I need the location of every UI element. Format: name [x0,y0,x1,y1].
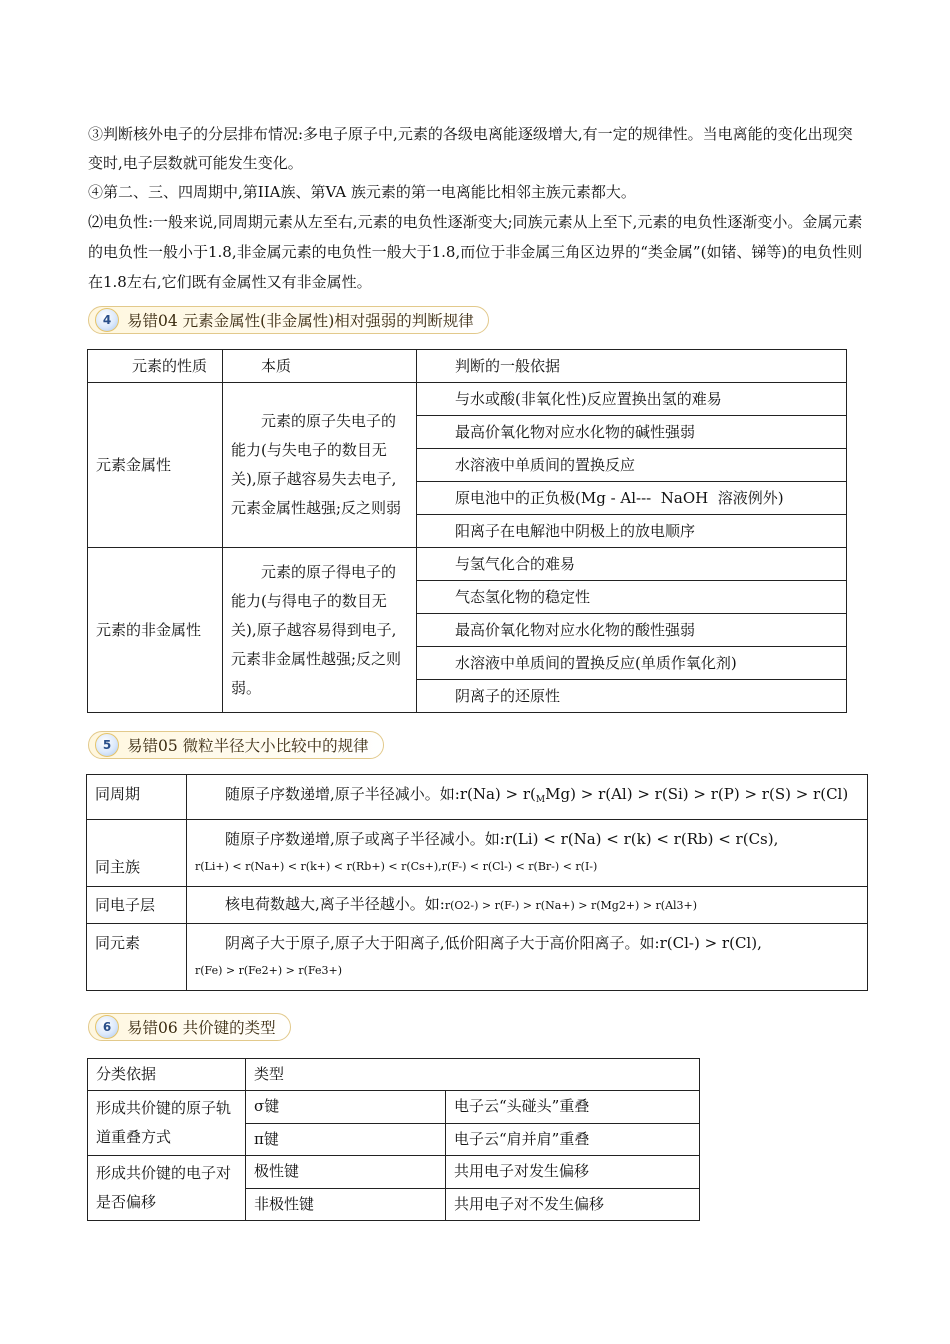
metallicity-table [87,349,847,713]
basis-cell: 形成共价键的原子轨道重叠方式 [88,1091,246,1156]
rule-label: 同周期 [87,775,187,820]
criteria-cell: 与水或酸(非氧化性)反应置换出氢的难易 [417,383,847,416]
covalent-bond-table [87,1058,700,1221]
table-row [87,887,868,924]
intro-text [88,120,863,297]
rule-label: 同电子层 [87,887,187,924]
property-cell-metal: 元素金属性 [88,383,223,548]
rule-sequence: r(Li+) < r(Na+) < r(k+) < r(Rb+) < r(Cs+),r(F-) < r(Cl-) < r(Br-) < r(I-) [195,860,598,873]
star-number-badge-icon: 4 [95,308,119,332]
rule-text [187,924,868,991]
table-row [88,1091,700,1124]
rule-description: 随原子序数递增,原子或离子半径减小。如: [225,830,505,848]
criteria-cell: 水溶液中单质间的置换反应 [417,449,847,482]
criteria-cell: 最高价氧化物对应水化物的酸性强弱 [417,614,847,647]
bond-desc-cell: 共用电子对不发生偏移 [446,1188,700,1221]
rule-sequence: r(Fe) > r(Fe2+) > r(Fe3+) [195,964,342,977]
rule-sequence: M [535,795,546,805]
essence-cell-nonmetal: 元素的原子得电子的能力(与得电子的数目无关),原子越容易得到电子,元素非金属性越强;反之则弱。 [223,548,417,713]
rule-sequence: Mg) [545,785,576,803]
rule-text [187,775,868,820]
header-cell: 判断的一般依据 [417,350,847,383]
header-cell: 本质 [223,350,417,383]
star-number-badge-icon: 5 [95,733,119,757]
essence-cell-metal: 元素的原子失电子的能力(与失电子的数目无关),原子越容易失去电子,元素金属性越强;反之则弱 [223,383,417,548]
intro-paragraph-groups: ④第二、三、四周期中,第IIA族、第VA 族元素的第一电离能比相邻主族元素都大。 [88,183,636,201]
rule-description: 随原子序数递增,原子半径减小。如: [225,785,460,803]
section-heading-06 [88,1013,291,1041]
rule-sequence: > r( [500,785,536,803]
rule-description: 核电荷数越大,离子半径越小。如: [225,895,445,913]
section-heading-04 [88,306,489,334]
bond-type-cell: π键 [246,1123,446,1156]
criteria-cell: 阳离子在电解池中阴极上的放电顺序 [417,515,847,548]
criteria-cell: 水溶液中单质间的置换反应(单质作氧化剂) [417,647,847,680]
bond-type-cell: σ键 [246,1091,446,1124]
table-row [88,383,847,416]
table-header-row [88,1059,700,1091]
section-title: 易错05 微粒半径大小比较中的规律 [127,737,369,755]
property-cell-nonmetal: 元素的非金属性 [88,548,223,713]
star-number-badge-icon: 6 [95,1015,119,1039]
rule-sequence: r(O2-) > r(F-) > r(Na+) > r(Mg2+) > r(Al3+) [444,899,698,912]
table-row [87,924,868,991]
header-cell: 元素的性质 [88,350,223,383]
rule-sequence: r(Na) [459,785,501,803]
bond-desc-cell: 电子云“肩并肩”重叠 [446,1123,700,1156]
basis-cell: 形成共价键的电子对是否偏移 [88,1156,246,1221]
rule-sequence: r(Li) < r(Na) < r(k) < r(Rb) < r(Cs), [504,830,779,848]
table-header-row [88,350,847,383]
criteria-cell: 与氢气化合的难易 [417,548,847,581]
rule-text [187,887,868,924]
table-row [88,1156,700,1189]
bond-type-cell: 极性键 [246,1156,446,1189]
rule-sequence: r(Cl-) > r(Cl), [659,934,762,952]
table-row [87,775,868,820]
bond-type-cell: 非极性键 [246,1188,446,1221]
criteria-cell: 最高价氧化物对应水化物的碱性强弱 [417,416,847,449]
bond-desc-cell: 共用电子对发生偏移 [446,1156,700,1189]
table-row [87,820,868,887]
criteria-cell: 原电池中的正负极(Mg - Al--- NaOH 溶液例外) [417,482,847,515]
section-title: 易错06 共价键的类型 [127,1019,276,1037]
radius-rules-table [86,774,868,991]
section-heading-05 [88,731,384,759]
rule-description: 阴离子大于原子,原子大于阳离子,低价阳离子大于高价阳离子。如: [225,934,660,952]
header-cell: 分类依据 [88,1059,246,1091]
rule-label: 同主族 [87,820,187,887]
intro-paragraph-electronegativity: ⑵电负性:一般来说,同周期元素从左至右,元素的电负性逐渐变大;同族元素从上至下,元素的电负性逐渐变小。金属元素的电负性一般小于1.8,非金属元素的电负性一般大于1.8,而位于非金属三角区边界的“类金属”(如锗、锑等)的电负性则在1.8左右,它们既有金属性又有非金属性。 [88,213,863,291]
rule-sequence: > r(Al) > r(Si) > r(P) > r(S) > r(Cl) [575,785,849,803]
bond-desc-cell: 电子云“头碰头”重叠 [446,1091,700,1124]
rule-text [187,820,868,887]
section-title: 易错04 元素金属性(非金属性)相对强弱的判断规律 [127,312,474,330]
header-cell: 类型 [246,1059,700,1091]
intro-paragraph-ionization: ③判断核外电子的分层排布情况:多电子原子中,元素的各级电离能逐级增大,有一定的规律性。当电离能的变化出现突变时,电子层数就可能发生变化。 [88,125,853,172]
rule-label: 同元素 [87,924,187,991]
table-row [88,548,847,581]
criteria-cell: 阴离子的还原性 [417,680,847,713]
criteria-cell: 气态氢化物的稳定性 [417,581,847,614]
